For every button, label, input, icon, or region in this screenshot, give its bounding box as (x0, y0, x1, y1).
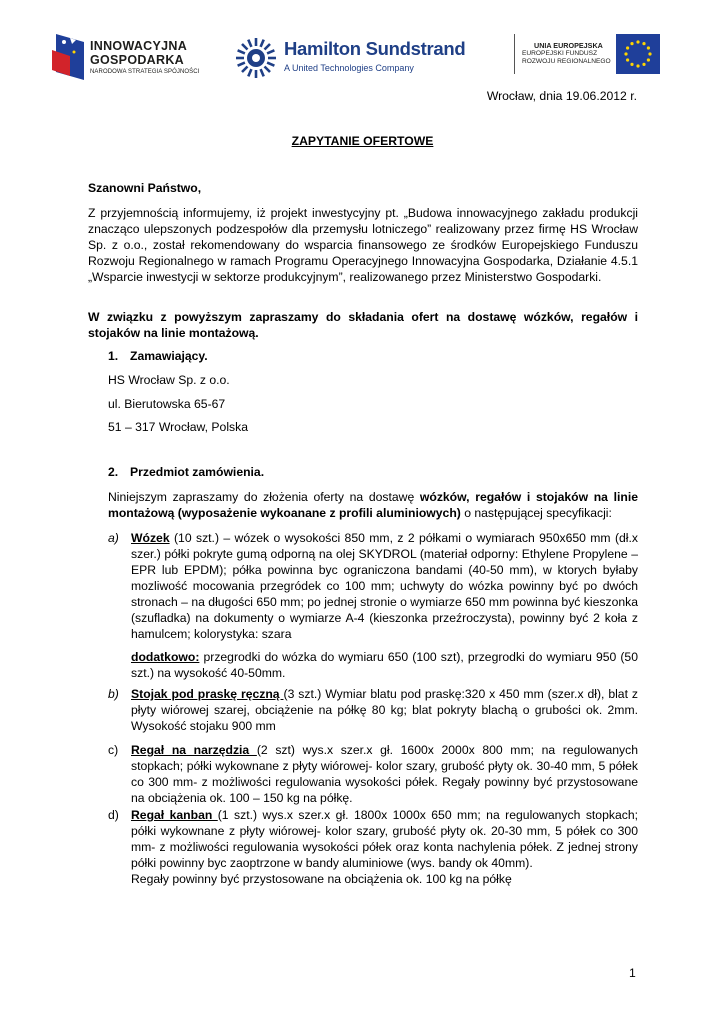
buyer-company: HS Wrocław Sp. z o.o. (108, 373, 230, 387)
spec-item-c (108, 742, 638, 806)
spec-item-b-name: Stojak pod praskę ręczną (131, 687, 284, 701)
hs-logo-subtitle: A United Technologies Company (284, 63, 414, 73)
spec-item-d (108, 807, 638, 887)
invitation-paragraph: W związku z powyższym zapraszamy do składania ofert na dostawę wózków, regałów i stojaków na linie montażową. (88, 310, 638, 340)
spec-item-a-extra (131, 649, 638, 681)
buyer-city: 51 – 317 Wrocław, Polska (108, 420, 249, 434)
ig-logo-line3: NARODOWA STRATEGIA SPÓJNOŚCI (90, 69, 200, 75)
spec-item-b-label: b) (108, 687, 119, 701)
greeting: Szanowni Państwo, (88, 181, 202, 195)
spec-item-b (108, 686, 638, 734)
hs-logo-name: Hamilton Sundstrand (284, 38, 466, 59)
section-2-number: 2. (108, 465, 119, 479)
document-title: ZAPYTANIE OFERTOWE (291, 134, 434, 148)
document-date: Wrocław, dnia 19.06.2012 r. (486, 89, 637, 103)
section-1-title: Zamawiający. (130, 349, 208, 363)
spec-item-b-text: (3 szt.) Wymiar blatu pod praskę:320 x 450 mm (szer.x dł), blat z płyty wiórowej szarej, obciążenie na półkę 80 kg; blat pokryty blachą o grubości ok. 2mm. Wysokość stojaku 900 mm (131, 687, 638, 733)
ig-logo-line2: GOSPODARKA (90, 53, 184, 67)
eu-logo-line2: EUROPEJSKI FUNDUSZ (522, 50, 598, 57)
buyer-street: ul. Bierutowska 65-67 (108, 397, 226, 411)
spec-item-d-note: Regały powinny być przystosowane na obciążenia ok. 100 kg na półkę (131, 872, 512, 886)
page-number: 1 (629, 966, 636, 980)
section-2-title: Przedmiot zamówienia. (130, 465, 265, 479)
eu-logo-line3: ROZWOJU REGIONALNEGO (522, 58, 611, 65)
section-1-number: 1. (108, 349, 119, 363)
eu-logo (512, 34, 660, 76)
eu-flag-icon (616, 34, 660, 74)
eu-logo-divider (514, 34, 515, 74)
hamilton-sundstrand-logo (234, 36, 484, 82)
spec-item-c-text: (2 szt) wys.x szer.x gł. 1600x 2000x 800 mm; na regulowanych stopkach; półki wykownane z płyty wiórowej- kolor szary, grubość płyty ok. 30-40 mm, 5 półek co 300 mm- z możliwości regulowania wysokości półek. Regały powinny być przystosowane na obciążenia ok. 100 – 150 kg na półkę. (131, 743, 639, 805)
spec-item-a-extra-label: dodatkowo: (131, 650, 200, 664)
spec-item-a-text: (10 szt.) – wózek o wysokości 850 mm, z 2 półkami o wymiarach 950x650 mm (dł.x szer.) półki pokryte gumą odporną na olej SKYDROL (materiał odporny: Ethylene Propylene – EPR lub EPDM); półka powinna byc ograniczona bandami (40-50 mm), w ktorych byłaby mozliwość mocowania przegródek co 100 mm; uchwyty do wózka powinny być po dwóch stronach – na długości 650 mm; po jednej stronie o wymiarze 650 mm powinna być kieszonka (szufladka) na dokumenty o wymiarze A-4 (kieszonka przeźroczysta), powinny być 2 koła z hamulcem; kolorystyka: szara (131, 531, 638, 641)
spec-item-d-text: (1 szt.) wys.x szer.x gł. 1800x 1000x 650 mm; na regulowanych stopkach; półki wykownane z płyty wiórowej- kolor szary, grubość płyty ok. 20-30 mm, 5 półek co 300 mm- z możliwości regulowania wysokości półek oraz konta nachylenia półek. Z jednej strony półki powinny byc zaoptrzone w bandy aluminiowe (wys. bandy ok 40mm). (131, 808, 638, 870)
spec-item-d-label: d) (108, 808, 119, 822)
ig-logo-line1: INNOWACYJNA (90, 39, 188, 53)
section-2-intro-bold: wózków, regałów i stojaków na linie montażową (wyposażenie wykoanane z profili aluminiowych) (108, 490, 638, 520)
intro-paragraph: Z przyjemnością informujemy, iż projekt inwestycyjny pt. „Budowa innowacyjnego zakładu produkcji znacząco ulepszonych podzespołów dla przemysłu lotniczego” realizowany przez firmę HS Wrocław Sp. z o.o., został rekomendowany do wsparcia finansowego ze środków Europejskiego Funduszu Rozwoju Regionalnego w ramach Programu Operacyjnego Innowacyjna Gospodarka, Działanie 4.5.1 „Wsparcie inwestycji w sektorze produkcyjnym”, realizowanego przez Ministerstwo Gospodarki. (88, 206, 638, 284)
hs-sunburst-icon (234, 36, 278, 80)
section-2-intro-pre: Niniejszym zapraszamy do złożenia oferty na dostawę (108, 490, 420, 504)
spec-item-a (108, 530, 638, 681)
spec-item-a-extra-text: przegrodki do wózka do wymiaru 650 (100 szt), przegrodki do wymiaru 950 (50 szt.) na wysokość 40-50mm. (131, 650, 638, 680)
section-1-heading (108, 349, 208, 363)
eu-logo-line1: UNIA EUROPEJSKA (534, 41, 603, 50)
section-2-heading (108, 465, 264, 479)
spec-item-c-label: c) (108, 743, 119, 757)
innowacyjna-gospodarka-logo (48, 32, 208, 84)
ig-emblem-icon (48, 32, 88, 82)
section-2-intro-post: o następującej specyfikacji: (460, 506, 612, 520)
spec-item-d-name: Regał kanban (131, 808, 218, 822)
spec-item-a-label: a) (108, 531, 119, 545)
section-2-intro (108, 489, 638, 521)
spec-item-a-name: Wózek (131, 531, 170, 545)
spec-item-c-name: Regał na narzędzia (131, 743, 257, 757)
